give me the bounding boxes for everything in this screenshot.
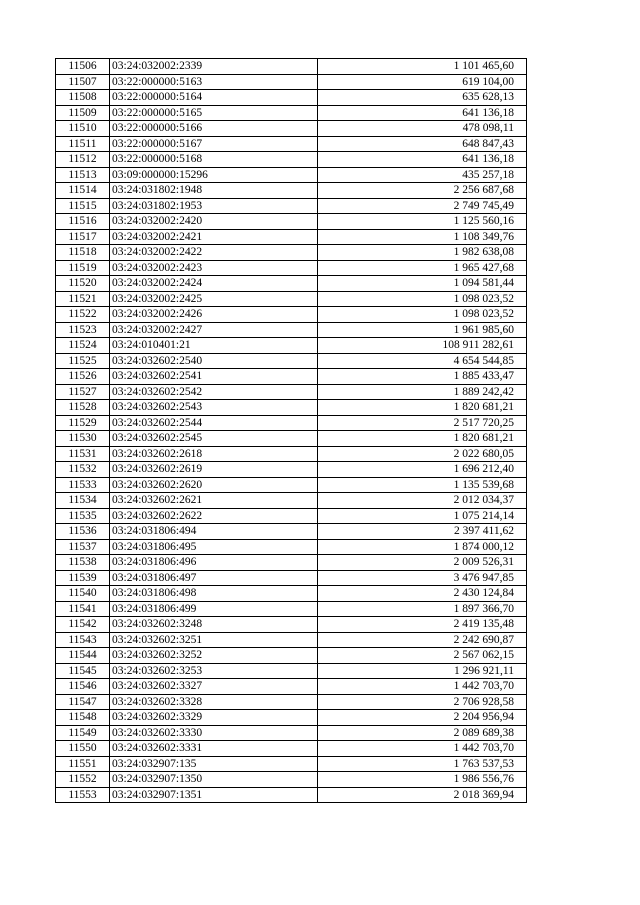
cadastral-value: 435 257,18 <box>318 167 527 183</box>
cadastral-number: 03:24:031802:1953 <box>110 198 318 214</box>
cadastral-number: 03:24:032002:2423 <box>110 260 318 276</box>
table-row <box>56 338 527 354</box>
cadastral-number: 03:24:032002:2427 <box>110 322 318 338</box>
table-row <box>56 446 527 462</box>
cadastral-value: 1 763 537,53 <box>318 756 527 772</box>
cadastral-number: 03:22:000000:5163 <box>110 74 318 90</box>
table-row <box>56 477 527 493</box>
table-row <box>56 276 527 292</box>
cadastral-value: 1 075 214,14 <box>318 508 527 524</box>
cadastral-value: 2 012 034,37 <box>318 493 527 509</box>
cadastral-value: 1 889 242,42 <box>318 384 527 400</box>
cadastral-value: 478 098,11 <box>318 121 527 137</box>
table-row <box>56 493 527 509</box>
table-row <box>56 539 527 555</box>
cadastral-value: 1 986 556,76 <box>318 772 527 788</box>
cadastral-number: 03:24:032002:2425 <box>110 291 318 307</box>
cadastral-number: 03:22:000000:5165 <box>110 105 318 121</box>
cadastral-value: 1 874 000,12 <box>318 539 527 555</box>
table-row <box>56 322 527 338</box>
table-row <box>56 260 527 276</box>
table-row <box>56 74 527 90</box>
row-number: 11514 <box>56 183 110 199</box>
cadastral-number: 03:24:031806:498 <box>110 586 318 602</box>
cadastral-number: 03:24:032602:2544 <box>110 415 318 431</box>
table-row <box>56 741 527 757</box>
row-number: 11538 <box>56 555 110 571</box>
row-number: 11513 <box>56 167 110 183</box>
row-number: 11550 <box>56 741 110 757</box>
cadastral-number: 03:24:032602:2540 <box>110 353 318 369</box>
table-row <box>56 152 527 168</box>
row-number: 11529 <box>56 415 110 431</box>
cadastral-value: 2 430 124,84 <box>318 586 527 602</box>
cadastral-value: 619 104,00 <box>318 74 527 90</box>
row-number: 11525 <box>56 353 110 369</box>
row-number: 11516 <box>56 214 110 230</box>
table-row <box>56 415 527 431</box>
table-row <box>56 524 527 540</box>
row-number: 11521 <box>56 291 110 307</box>
cadastral-number: 03:24:032602:3253 <box>110 663 318 679</box>
cadastral-value: 2 009 526,31 <box>318 555 527 571</box>
table-row <box>56 198 527 214</box>
row-number: 11509 <box>56 105 110 121</box>
row-number: 11526 <box>56 369 110 385</box>
cadastral-value: 2 242 690,87 <box>318 632 527 648</box>
row-number: 11524 <box>56 338 110 354</box>
table-row <box>56 59 527 75</box>
cadastral-number: 03:24:031806:495 <box>110 539 318 555</box>
cadastral-value: 4 654 544,85 <box>318 353 527 369</box>
row-number: 11518 <box>56 245 110 261</box>
row-number: 11508 <box>56 90 110 106</box>
table-row <box>56 105 527 121</box>
cadastral-number: 03:24:032602:3331 <box>110 741 318 757</box>
cadastral-number: 03:24:032602:2621 <box>110 493 318 509</box>
row-number: 11532 <box>56 462 110 478</box>
cadastral-number: 03:24:032002:2420 <box>110 214 318 230</box>
table-row <box>56 462 527 478</box>
table-row <box>56 710 527 726</box>
cadastral-value: 2 397 411,62 <box>318 524 527 540</box>
cadastral-value: 2 419 135,48 <box>318 617 527 633</box>
row-number: 11511 <box>56 136 110 152</box>
row-number: 11527 <box>56 384 110 400</box>
table-row <box>56 229 527 245</box>
cadastral-number: 03:24:032907:135 <box>110 756 318 772</box>
table-row <box>56 601 527 617</box>
table-row <box>56 555 527 571</box>
row-number: 11528 <box>56 400 110 416</box>
cadastral-value: 2 706 928,58 <box>318 694 527 710</box>
row-number: 11536 <box>56 524 110 540</box>
cadastral-value: 2 089 689,38 <box>318 725 527 741</box>
row-number: 11522 <box>56 307 110 323</box>
table-row <box>56 508 527 524</box>
cadastral-value: 1 961 985,60 <box>318 322 527 338</box>
row-number: 11540 <box>56 586 110 602</box>
cadastral-value: 1 885 433,47 <box>318 369 527 385</box>
cadastral-value: 648 847,43 <box>318 136 527 152</box>
cadastral-number: 03:24:031802:1948 <box>110 183 318 199</box>
table-row <box>56 167 527 183</box>
table-row <box>56 725 527 741</box>
row-number: 11537 <box>56 539 110 555</box>
cadastral-value: 2 749 745,49 <box>318 198 527 214</box>
table-row <box>56 632 527 648</box>
table-row <box>56 431 527 447</box>
table-row <box>56 353 527 369</box>
cadastral-value-table <box>55 58 527 803</box>
cadastral-number: 03:24:032002:2426 <box>110 307 318 323</box>
cadastral-number: 03:24:032602:3330 <box>110 725 318 741</box>
row-number: 11551 <box>56 756 110 772</box>
row-number: 11552 <box>56 772 110 788</box>
cadastral-value: 641 136,18 <box>318 152 527 168</box>
cadastral-value: 2 022 680,05 <box>318 446 527 462</box>
cadastral-value: 1 897 366,70 <box>318 601 527 617</box>
table-row <box>56 245 527 261</box>
cadastral-value: 641 136,18 <box>318 105 527 121</box>
cadastral-value: 1 820 681,21 <box>318 400 527 416</box>
row-number: 11548 <box>56 710 110 726</box>
cadastral-value: 1 098 023,52 <box>318 307 527 323</box>
cadastral-number: 03:24:032002:2421 <box>110 229 318 245</box>
row-number: 11530 <box>56 431 110 447</box>
table-row <box>56 400 527 416</box>
cadastral-value: 1 982 638,08 <box>318 245 527 261</box>
cadastral-number: 03:24:032602:3328 <box>110 694 318 710</box>
row-number: 11546 <box>56 679 110 695</box>
table-row <box>56 787 527 803</box>
row-number: 11512 <box>56 152 110 168</box>
cadastral-value: 1 098 023,52 <box>318 291 527 307</box>
row-number: 11510 <box>56 121 110 137</box>
cadastral-value: 1 125 560,16 <box>318 214 527 230</box>
table-row <box>56 183 527 199</box>
cadastral-value: 1 108 349,76 <box>318 229 527 245</box>
table-row <box>56 617 527 633</box>
cadastral-value: 1 442 703,70 <box>318 679 527 695</box>
cadastral-number: 03:22:000000:5168 <box>110 152 318 168</box>
cadastral-number: 03:24:032602:2541 <box>110 369 318 385</box>
cadastral-number: 03:24:032602:2545 <box>110 431 318 447</box>
cadastral-number: 03:24:032602:3252 <box>110 648 318 664</box>
cadastral-value: 2 256 687,68 <box>318 183 527 199</box>
cadastral-number: 03:24:031806:494 <box>110 524 318 540</box>
cadastral-number: 03:24:031806:499 <box>110 601 318 617</box>
cadastral-number: 03:24:032602:3327 <box>110 679 318 695</box>
cadastral-number: 03:22:000000:5166 <box>110 121 318 137</box>
cadastral-number: 03:24:010401:21 <box>110 338 318 354</box>
row-number: 11506 <box>56 59 110 75</box>
row-number: 11515 <box>56 198 110 214</box>
table-row <box>56 136 527 152</box>
row-number: 11523 <box>56 322 110 338</box>
cadastral-value: 1 696 212,40 <box>318 462 527 478</box>
cadastral-number: 03:24:032602:2618 <box>110 446 318 462</box>
row-number: 11542 <box>56 617 110 633</box>
row-number: 11517 <box>56 229 110 245</box>
cadastral-number: 03:22:000000:5167 <box>110 136 318 152</box>
table-row <box>56 307 527 323</box>
table-row <box>56 648 527 664</box>
cadastral-number: 03:24:032907:1351 <box>110 787 318 803</box>
cadastral-value: 635 628,13 <box>318 90 527 106</box>
cadastral-number: 03:24:032602:2622 <box>110 508 318 524</box>
table-row <box>56 570 527 586</box>
table-row <box>56 756 527 772</box>
cadastral-value: 1 820 681,21 <box>318 431 527 447</box>
row-number: 11545 <box>56 663 110 679</box>
cadastral-number: 03:24:032602:2620 <box>110 477 318 493</box>
cadastral-number: 03:24:032002:2424 <box>110 276 318 292</box>
table-row <box>56 772 527 788</box>
cadastral-value: 1 135 539,68 <box>318 477 527 493</box>
row-number: 11539 <box>56 570 110 586</box>
cadastral-value: 1 296 921,11 <box>318 663 527 679</box>
table-row <box>56 694 527 710</box>
row-number: 11507 <box>56 74 110 90</box>
table-body <box>56 59 527 803</box>
cadastral-value: 1 101 465,60 <box>318 59 527 75</box>
cadastral-number: 03:22:000000:5164 <box>110 90 318 106</box>
cadastral-value: 2 567 062,15 <box>318 648 527 664</box>
row-number: 11533 <box>56 477 110 493</box>
cadastral-number: 03:24:032602:2542 <box>110 384 318 400</box>
row-number: 11535 <box>56 508 110 524</box>
cadastral-value: 3 476 947,85 <box>318 570 527 586</box>
row-number: 11549 <box>56 725 110 741</box>
cadastral-value: 1 442 703,70 <box>318 741 527 757</box>
cadastral-number: 03:24:032602:3329 <box>110 710 318 726</box>
row-number: 11534 <box>56 493 110 509</box>
cadastral-value: 2 018 369,94 <box>318 787 527 803</box>
table-row <box>56 369 527 385</box>
cadastral-number: 03:24:032602:2543 <box>110 400 318 416</box>
table-row <box>56 384 527 400</box>
cadastral-value: 1 094 581,44 <box>318 276 527 292</box>
cadastral-number: 03:24:032002:2422 <box>110 245 318 261</box>
cadastral-number: 03:24:032002:2339 <box>110 59 318 75</box>
cadastral-number: 03:24:031806:497 <box>110 570 318 586</box>
row-number: 11547 <box>56 694 110 710</box>
row-number: 11531 <box>56 446 110 462</box>
table-row <box>56 586 527 602</box>
cadastral-number: 03:24:032907:1350 <box>110 772 318 788</box>
row-number: 11541 <box>56 601 110 617</box>
row-number: 11520 <box>56 276 110 292</box>
row-number: 11543 <box>56 632 110 648</box>
table-row <box>56 90 527 106</box>
cadastral-number: 03:24:032602:3248 <box>110 617 318 633</box>
cadastral-number: 03:24:031806:496 <box>110 555 318 571</box>
cadastral-value: 108 911 282,61 <box>318 338 527 354</box>
row-number: 11553 <box>56 787 110 803</box>
row-number: 11544 <box>56 648 110 664</box>
cadastral-number: 03:24:032602:2619 <box>110 462 318 478</box>
cadastral-value: 2 517 720,25 <box>318 415 527 431</box>
cadastral-value: 1 965 427,68 <box>318 260 527 276</box>
table-row <box>56 663 527 679</box>
table-row <box>56 679 527 695</box>
row-number: 11519 <box>56 260 110 276</box>
table-row <box>56 214 527 230</box>
table-row <box>56 121 527 137</box>
cadastral-number: 03:24:032602:3251 <box>110 632 318 648</box>
cadastral-value: 2 204 956,94 <box>318 710 527 726</box>
cadastral-number: 03:09:000000:15296 <box>110 167 318 183</box>
table-row <box>56 291 527 307</box>
